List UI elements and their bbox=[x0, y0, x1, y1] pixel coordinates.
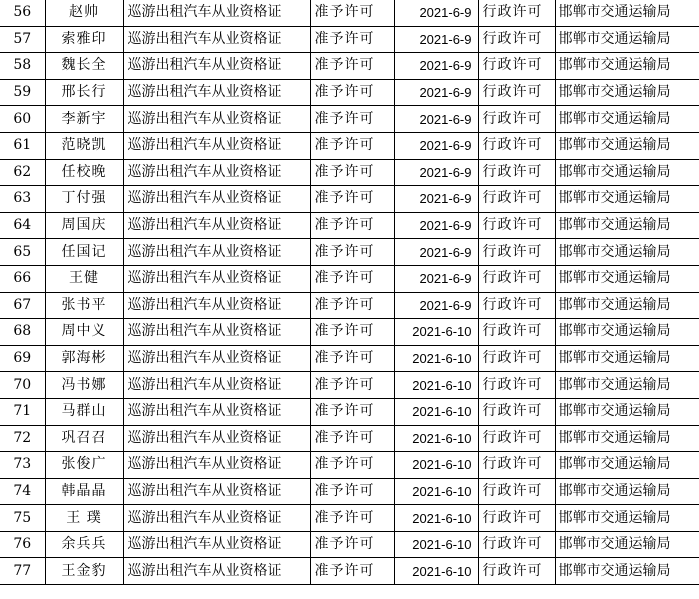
issuing-authority-cell: 邯郸市交通运输局 bbox=[555, 531, 699, 558]
person-name-cell: 韩晶晶 bbox=[45, 478, 123, 505]
person-name-cell: 王健 bbox=[45, 265, 123, 292]
issuing-authority-cell: 邯郸市交通运输局 bbox=[555, 372, 699, 399]
row-number-cell: 63 bbox=[0, 186, 45, 213]
decision-type-cell: 准予许可 bbox=[310, 212, 394, 239]
row-number-cell: 69 bbox=[0, 345, 45, 372]
category-cell: 行政许可 bbox=[478, 345, 555, 372]
table-row bbox=[0, 345, 699, 372]
category-cell: 行政许可 bbox=[478, 452, 555, 479]
license-item-cell: 巡游出租汽车从业资格证 bbox=[123, 265, 310, 292]
category-cell: 行政许可 bbox=[478, 505, 555, 532]
row-number-cell: 77 bbox=[0, 558, 45, 585]
decision-type-cell: 准予许可 bbox=[310, 558, 394, 585]
issuing-authority-cell: 邯郸市交通运输局 bbox=[555, 319, 699, 346]
decision-date-cell: 2021-6-10 bbox=[394, 452, 478, 479]
issuing-authority-cell: 邯郸市交通运输局 bbox=[555, 212, 699, 239]
category-cell: 行政许可 bbox=[478, 239, 555, 266]
issuing-authority-cell: 邯郸市交通运输局 bbox=[555, 159, 699, 186]
decision-type-cell: 准予许可 bbox=[310, 398, 394, 425]
table-row bbox=[0, 452, 699, 479]
table-row bbox=[0, 159, 699, 186]
table-row bbox=[0, 132, 699, 159]
person-name-cell: 任校晚 bbox=[45, 159, 123, 186]
license-item-cell: 巡游出租汽车从业资格证 bbox=[123, 186, 310, 213]
license-item-cell: 巡游出租汽车从业资格证 bbox=[123, 132, 310, 159]
decision-type-cell: 准予许可 bbox=[310, 478, 394, 505]
row-number-cell: 68 bbox=[0, 319, 45, 346]
row-number-cell: 58 bbox=[0, 53, 45, 80]
issuing-authority-cell: 邯郸市交通运输局 bbox=[555, 53, 699, 80]
issuing-authority-cell: 邯郸市交通运输局 bbox=[555, 398, 699, 425]
issuing-authority-cell: 邯郸市交通运输局 bbox=[555, 79, 699, 106]
decision-type-cell: 准予许可 bbox=[310, 106, 394, 133]
person-name-cell: 王 璞 bbox=[45, 505, 123, 532]
person-name-cell: 赵帅 bbox=[45, 0, 123, 26]
person-name-cell: 郭海彬 bbox=[45, 345, 123, 372]
decision-date-cell: 2021-6-9 bbox=[394, 159, 478, 186]
license-item-cell: 巡游出租汽车从业资格证 bbox=[123, 398, 310, 425]
row-number-cell: 76 bbox=[0, 531, 45, 558]
category-cell: 行政许可 bbox=[478, 79, 555, 106]
table-row bbox=[0, 26, 699, 53]
category-cell: 行政许可 bbox=[478, 478, 555, 505]
row-number-cell: 62 bbox=[0, 159, 45, 186]
person-name-cell: 邢长行 bbox=[45, 79, 123, 106]
license-item-cell: 巡游出租汽车从业资格证 bbox=[123, 345, 310, 372]
decision-date-cell: 2021-6-10 bbox=[394, 425, 478, 452]
decision-type-cell: 准予许可 bbox=[310, 425, 394, 452]
decision-type-cell: 准予许可 bbox=[310, 132, 394, 159]
decision-type-cell: 准予许可 bbox=[310, 79, 394, 106]
table-row bbox=[0, 79, 699, 106]
table-row bbox=[0, 53, 699, 80]
decision-date-cell: 2021-6-10 bbox=[394, 319, 478, 346]
license-item-cell: 巡游出租汽车从业资格证 bbox=[123, 106, 310, 133]
table-row bbox=[0, 186, 699, 213]
row-number-cell: 73 bbox=[0, 452, 45, 479]
person-name-cell: 丁付强 bbox=[45, 186, 123, 213]
license-item-cell: 巡游出租汽车从业资格证 bbox=[123, 239, 310, 266]
row-number-cell: 66 bbox=[0, 265, 45, 292]
license-item-cell: 巡游出租汽车从业资格证 bbox=[123, 79, 310, 106]
category-cell: 行政许可 bbox=[478, 132, 555, 159]
person-name-cell: 王金豹 bbox=[45, 558, 123, 585]
table-row bbox=[0, 319, 699, 346]
issuing-authority-cell: 邯郸市交通运输局 bbox=[555, 132, 699, 159]
row-number-cell: 71 bbox=[0, 398, 45, 425]
issuing-authority-cell: 邯郸市交通运输局 bbox=[555, 452, 699, 479]
category-cell: 行政许可 bbox=[478, 186, 555, 213]
decision-type-cell: 准予许可 bbox=[310, 319, 394, 346]
license-item-cell: 巡游出租汽车从业资格证 bbox=[123, 292, 310, 319]
license-item-cell: 巡游出租汽车从业资格证 bbox=[123, 53, 310, 80]
row-number-cell: 60 bbox=[0, 106, 45, 133]
license-item-cell: 巡游出租汽车从业资格证 bbox=[123, 558, 310, 585]
decision-type-cell: 准予许可 bbox=[310, 452, 394, 479]
table-row bbox=[0, 425, 699, 452]
person-name-cell: 张俊广 bbox=[45, 452, 123, 479]
decision-date-cell: 2021-6-9 bbox=[394, 265, 478, 292]
decision-date-cell: 2021-6-10 bbox=[394, 345, 478, 372]
person-name-cell: 索雅印 bbox=[45, 26, 123, 53]
decision-date-cell: 2021-6-10 bbox=[394, 558, 478, 585]
table-row bbox=[0, 239, 699, 266]
row-number-cell: 56 bbox=[0, 0, 45, 26]
decision-type-cell: 准予许可 bbox=[310, 159, 394, 186]
table-row bbox=[0, 292, 699, 319]
category-cell: 行政许可 bbox=[478, 558, 555, 585]
decision-date-cell: 2021-6-10 bbox=[394, 372, 478, 399]
row-number-cell: 57 bbox=[0, 26, 45, 53]
decision-date-cell: 2021-6-9 bbox=[394, 79, 478, 106]
decision-date-cell: 2021-6-9 bbox=[394, 186, 478, 213]
row-number-cell: 70 bbox=[0, 372, 45, 399]
issuing-authority-cell: 邯郸市交通运输局 bbox=[555, 425, 699, 452]
table-row bbox=[0, 478, 699, 505]
decision-type-cell: 准予许可 bbox=[310, 186, 394, 213]
person-name-cell: 魏长全 bbox=[45, 53, 123, 80]
license-item-cell: 巡游出租汽车从业资格证 bbox=[123, 531, 310, 558]
issuing-authority-cell: 邯郸市交通运输局 bbox=[555, 292, 699, 319]
license-item-cell: 巡游出租汽车从业资格证 bbox=[123, 505, 310, 532]
person-name-cell: 任国记 bbox=[45, 239, 123, 266]
person-name-cell: 马群山 bbox=[45, 398, 123, 425]
person-name-cell: 冯书娜 bbox=[45, 372, 123, 399]
category-cell: 行政许可 bbox=[478, 319, 555, 346]
person-name-cell: 巩召召 bbox=[45, 425, 123, 452]
table-row bbox=[0, 558, 699, 585]
table-row bbox=[0, 0, 699, 26]
license-item-cell: 巡游出租汽车从业资格证 bbox=[123, 0, 310, 26]
row-number-cell: 61 bbox=[0, 132, 45, 159]
category-cell: 行政许可 bbox=[478, 292, 555, 319]
decision-type-cell: 准予许可 bbox=[310, 372, 394, 399]
row-number-cell: 74 bbox=[0, 478, 45, 505]
category-cell: 行政许可 bbox=[478, 159, 555, 186]
table-row bbox=[0, 505, 699, 532]
license-item-cell: 巡游出租汽车从业资格证 bbox=[123, 26, 310, 53]
row-number-cell: 75 bbox=[0, 505, 45, 532]
issuing-authority-cell: 邯郸市交通运输局 bbox=[555, 345, 699, 372]
decision-date-cell: 2021-6-10 bbox=[394, 531, 478, 558]
license-item-cell: 巡游出租汽车从业资格证 bbox=[123, 212, 310, 239]
decision-type-cell: 准予许可 bbox=[310, 26, 394, 53]
decision-type-cell: 准予许可 bbox=[310, 345, 394, 372]
decision-type-cell: 准予许可 bbox=[310, 53, 394, 80]
license-item-cell: 巡游出租汽车从业资格证 bbox=[123, 319, 310, 346]
license-item-cell: 巡游出租汽车从业资格证 bbox=[123, 452, 310, 479]
table-row bbox=[0, 398, 699, 425]
person-name-cell: 李新宇 bbox=[45, 106, 123, 133]
row-number-cell: 59 bbox=[0, 79, 45, 106]
decision-date-cell: 2021-6-9 bbox=[394, 53, 478, 80]
decision-date-cell: 2021-6-9 bbox=[394, 0, 478, 26]
category-cell: 行政许可 bbox=[478, 372, 555, 399]
category-cell: 行政许可 bbox=[478, 265, 555, 292]
decision-date-cell: 2021-6-9 bbox=[394, 132, 478, 159]
decision-date-cell: 2021-6-9 bbox=[394, 239, 478, 266]
issuing-authority-cell: 邯郸市交通运输局 bbox=[555, 106, 699, 133]
table-row bbox=[0, 531, 699, 558]
decision-date-cell: 2021-6-10 bbox=[394, 398, 478, 425]
issuing-authority-cell: 邯郸市交通运输局 bbox=[555, 26, 699, 53]
row-number-cell: 67 bbox=[0, 292, 45, 319]
table-row bbox=[0, 265, 699, 292]
decision-type-cell: 准予许可 bbox=[310, 239, 394, 266]
decision-type-cell: 准予许可 bbox=[310, 292, 394, 319]
category-cell: 行政许可 bbox=[478, 106, 555, 133]
row-number-cell: 72 bbox=[0, 425, 45, 452]
decision-date-cell: 2021-6-10 bbox=[394, 478, 478, 505]
issuing-authority-cell: 邯郸市交通运输局 bbox=[555, 186, 699, 213]
person-name-cell: 范晓凯 bbox=[45, 132, 123, 159]
person-name-cell: 周国庆 bbox=[45, 212, 123, 239]
decision-date-cell: 2021-6-9 bbox=[394, 292, 478, 319]
row-number-cell: 64 bbox=[0, 212, 45, 239]
decision-date-cell: 2021-6-9 bbox=[394, 106, 478, 133]
issuing-authority-cell: 邯郸市交通运输局 bbox=[555, 0, 699, 26]
issuing-authority-cell: 邯郸市交通运输局 bbox=[555, 239, 699, 266]
decision-date-cell: 2021-6-10 bbox=[394, 505, 478, 532]
license-item-cell: 巡游出租汽车从业资格证 bbox=[123, 372, 310, 399]
license-item-cell: 巡游出租汽车从业资格证 bbox=[123, 425, 310, 452]
table-row bbox=[0, 212, 699, 239]
category-cell: 行政许可 bbox=[478, 26, 555, 53]
license-item-cell: 巡游出租汽车从业资格证 bbox=[123, 478, 310, 505]
decision-type-cell: 准予许可 bbox=[310, 265, 394, 292]
category-cell: 行政许可 bbox=[478, 212, 555, 239]
category-cell: 行政许可 bbox=[478, 53, 555, 80]
person-name-cell: 张书平 bbox=[45, 292, 123, 319]
category-cell: 行政许可 bbox=[478, 531, 555, 558]
person-name-cell: 余兵兵 bbox=[45, 531, 123, 558]
decision-type-cell: 准予许可 bbox=[310, 505, 394, 532]
license-item-cell: 巡游出租汽车从业资格证 bbox=[123, 159, 310, 186]
person-name-cell: 周中义 bbox=[45, 319, 123, 346]
issuing-authority-cell: 邯郸市交通运输局 bbox=[555, 505, 699, 532]
category-cell: 行政许可 bbox=[478, 425, 555, 452]
decision-type-cell: 准予许可 bbox=[310, 531, 394, 558]
decision-date-cell: 2021-6-9 bbox=[394, 26, 478, 53]
category-cell: 行政许可 bbox=[478, 0, 555, 26]
issuing-authority-cell: 邯郸市交通运输局 bbox=[555, 265, 699, 292]
decision-date-cell: 2021-6-9 bbox=[394, 212, 478, 239]
issuing-authority-cell: 邯郸市交通运输局 bbox=[555, 478, 699, 505]
table-row bbox=[0, 106, 699, 133]
category-cell: 行政许可 bbox=[478, 398, 555, 425]
row-number-cell: 65 bbox=[0, 239, 45, 266]
issuing-authority-cell: 邯郸市交通运输局 bbox=[555, 558, 699, 585]
decision-type-cell: 准予许可 bbox=[310, 0, 394, 26]
table-row bbox=[0, 372, 699, 399]
